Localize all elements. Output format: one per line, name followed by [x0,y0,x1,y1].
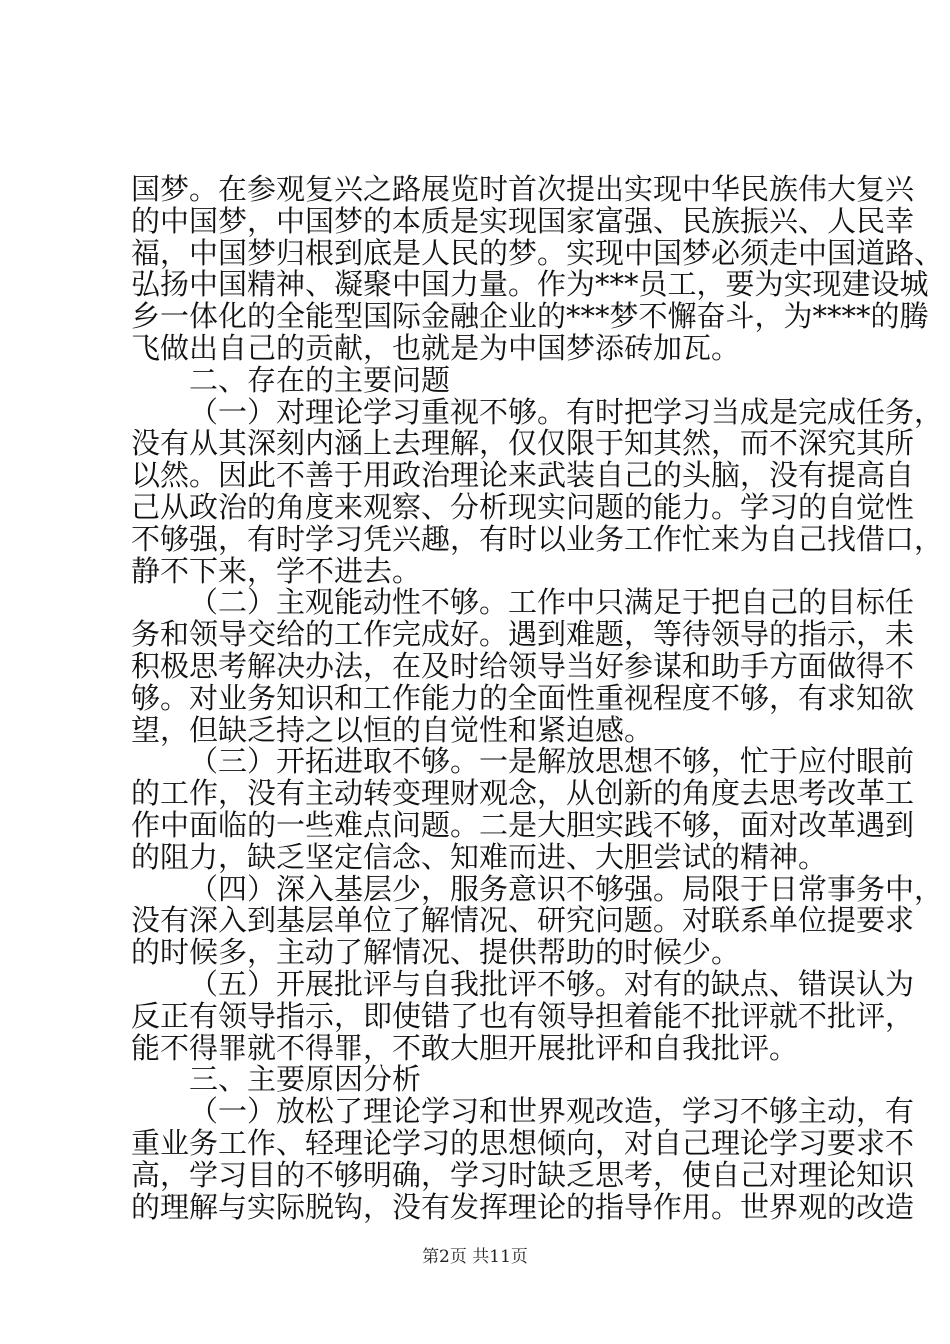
text-line: 以然。因此不善于用政治理论来武装自己的头脑，没有提高自 [131,458,915,493]
document-body [131,172,944,1224]
text-line: 够。对业务知识和工作能力的全面性重视程度不够，有求知欲 [131,680,915,715]
text-line: 的工作，没有主动转变理财观念，从创新的角度去思考改革工 [131,776,915,811]
text-line: 的中国梦，中国梦的本质是实现国家富强、民族振兴、人民幸 [131,203,915,238]
text-line: （二）主观能动性不够。工作中只满足于把自己的目标任 [189,585,915,620]
text-line: 飞做出自己的贡献，也就是为中国梦添砖加瓦。 [131,330,741,365]
text-line: 重业务工作、轻理论学习的思想倾向，对自己理论学习要求不 [131,1125,915,1160]
text-line: 高，学习目的不够明确，学习时缺乏思考，使自己对理论知识 [131,1157,915,1192]
text-line: 能不得罪就不得罪，不敢大胆开展批评和自我批评。 [131,1030,799,1065]
section-heading: 三、主要原因分析 [189,1062,422,1097]
text-line: 己从政治的角度来观察、分析现实问题的能力。学习的自觉性 [131,489,915,524]
text-line: 的理解与实际脱钩，没有发挥理论的指导作用。世界观的改造 [131,1189,915,1224]
text-line: 积极思考解决办法，在及时给领导当好参谋和助手方面做得不 [131,648,915,683]
text-line: （三）开拓进取不够。一是解放思想不够，忙于应付眼前 [189,744,915,779]
page-number: 第2页 共11页 [422,1247,528,1267]
text-line: 静不下来，学不进去。 [131,553,422,588]
text-line: 作中面临的一些难点问题。二是大胆实践不够，面对改革遇到 [131,807,915,842]
text-line: 的时候多，主动了解情况、提供帮助的时候少。 [131,935,741,970]
text-line: 乡一体化的全能型国际金融企业的***梦不懈奋斗，为****的腾 [131,299,929,334]
text-line: 弘扬中国精神、凝聚中国力量。作为***员工，要为实现建设城 [131,267,929,302]
text-line: 国梦。在参观复兴之路展览时首次提出实现中华民族伟大复兴 [131,172,915,206]
text-line: 福，中国梦归根到底是人民的梦。实现中国梦必须走中国道路、 [131,235,944,270]
text-line: 务和领导交给的工作完成好。遇到难题，等待领导的指示，未 [131,617,915,652]
section-heading: 二、存在的主要问题 [189,362,451,397]
text-line: （五）开展批评与自我批评不够。对有的缺点、错误认为 [189,966,915,1001]
text-line: （一）放松了理论学习和世界观改造，学习不够主动，有 [189,1094,915,1129]
text-line: 不够强，有时学习凭兴趣，有时以业务工作忙来为自己找借口， [131,521,944,556]
text-line: 的阻力，缺乏坚定信念、知难而进、大胆尝试的精神。 [131,839,828,874]
text-line: 没有从其深刻内涵上去理解，仅仅限于知其然，而不深究其所 [131,426,915,461]
text-line: （一）对理论学习重视不够。有时把学习当成是完成任务， [189,394,944,429]
text-line: （四）深入基层少，服务意识不够强。局限于日常事务中， [189,871,944,906]
text-line: 望，但缺乏持之以恒的自觉性和紧迫感。 [131,712,654,747]
text-line: 反正有领导指示，即使错了也有领导担着能不批评就不批评， [131,998,915,1033]
text-line: 没有深入到基层单位了解情况、研究问题。对联系单位提要求 [131,903,915,938]
